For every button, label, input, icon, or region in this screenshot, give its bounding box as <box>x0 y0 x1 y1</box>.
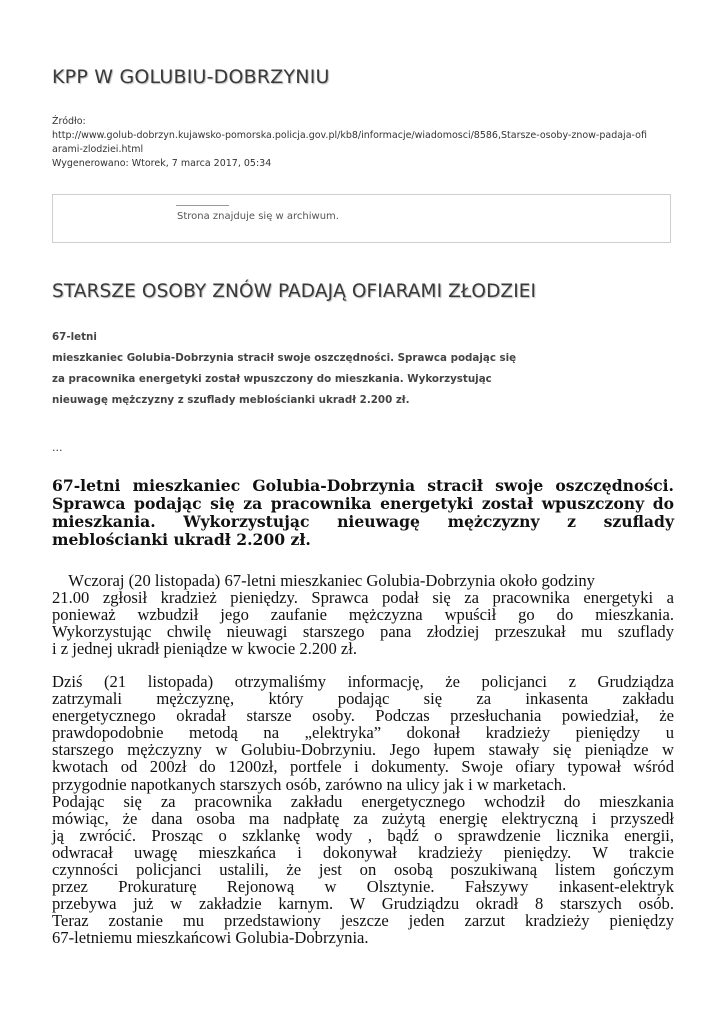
article-headline: STARSZE OSOBY ZNÓW PADAJĄ OFIARAMI ZŁODZIEI <box>52 281 537 302</box>
paragraph-line: przez Prokuraturę Rejonową w Olsztynie. Fałszywy inkasent-elektryk <box>52 877 674 897</box>
paragraph-line: ją zwrócić. Prosząc o szklankę wody , bądź o sprawdzenie licznika energii, <box>52 825 674 845</box>
paragraph-line: starszego mężczyzny w Golubiu-Dobrzyniu. Jego łupem stawały się pieniądze w <box>52 740 674 760</box>
generated-date: Wygenerowano: Wtorek, 7 marca 2017, 05:34 <box>52 158 272 169</box>
paragraph-line: Teraz zostanie mu przedstawiony jeszcze jeden zarzut kradzieży pieniędzy <box>52 911 674 931</box>
source-url-line-1[interactable]: http://www.golub-dobrzyn.kujawsko-pomorska.policja.gov.pl/kb8/informacje/wiadomosci/8586,Starsze-osoby-znow-padaja-ofi <box>52 130 647 141</box>
article-lead-line: mieszkania. Wykorzystując nieuwagę mężczyzny z szuflady <box>52 512 674 531</box>
paragraph-line: mówiąc, że dana osoba ma nadpłatę za zużytą energię elektryczną i przyszedł <box>52 808 674 828</box>
lead-summary <box>52 327 572 411</box>
paragraph-line: i z jednej ukradł pieniądze w kwocie 2.200 zł. <box>52 639 358 659</box>
ellipsis: ... <box>52 441 63 454</box>
paragraph-line: 67-letniemu mieszkańcowi Golubia-Dobrzynia. <box>52 928 369 948</box>
paragraph-line: Podając się za pracownika zakładu energetycznego wchodził do mieszkania <box>52 791 674 811</box>
paragraph-line: energetycznego okradał starsze osoby. Podczas przesłuchania powiedział, że <box>52 706 674 726</box>
paragraph-line: Wczoraj (20 listopada) 67-letni mieszkaniec Golubia-Dobrzynia około godziny <box>52 571 595 590</box>
site-title: KPP W GOLUBIU-DOBRZYNIU <box>52 66 330 88</box>
paragraph-line: 21.00 zgłosił kradzież pieniędzy. Sprawca podał się za pracownika energetyki a <box>52 588 674 608</box>
source-label: Źródło: <box>52 116 86 127</box>
article-paragraph-1 <box>52 572 674 657</box>
article-paragraph-2 <box>52 673 674 947</box>
paragraph-line: odwracał uwagę mieszkańca i dokonywał kradzieży pieniędzy. W trakcie <box>52 842 674 862</box>
paragraph-line: czynności policjanci ustalili, że jest on osobą poszukiwaną listem gończym <box>52 860 674 880</box>
lead-line: 67-letni <box>52 331 97 343</box>
paragraph-line: ponieważ wzbudził jego zaufanie mężczyzna wpuścił go do mieszkania. <box>52 605 674 625</box>
paragraph-line: przygodnie napotkanych starszych osób, zarówno na ulicy jak i w marketach. <box>52 774 567 794</box>
lead-line: nieuwagę mężczyzny z szuflady meblościanki ukradł 2.200 zł. <box>52 394 410 406</box>
lead-line: mieszkaniec Golubia-Dobrzynia stracił swoje oszczędności. Sprawca podając się <box>52 352 517 364</box>
archive-notice-box <box>52 194 671 243</box>
paragraph-line: Wykorzystując chwilę nieuwagi starszego pana złodziej przeszukał mu szuflady <box>52 622 674 642</box>
article-lead-line: Sprawca podając się za pracownika energetyki został wpuszczony do <box>52 494 674 513</box>
paragraph-line: przebywa już w zakładzie karnym. W Grudziądzu okradł 8 starszych osób. <box>52 894 674 914</box>
paragraph-line: prawdopodobnie metodą na „elektryka” dokonał kradzieży pieniędzy u <box>52 723 674 743</box>
source-meta <box>52 115 677 171</box>
paragraph-line: zatrzymali mężczyznę, który podając się za inkasenta zakładu <box>52 689 674 709</box>
paragraph-line: kwotach od 200zł do 1200zł, portfele i dokumenty. Swoje ofiary typował wśród <box>52 757 674 777</box>
lead-line: za pracownika energetyki został wpuszczony do mieszkania. Wykorzystując <box>52 373 492 385</box>
archive-notice-text: Strona znajduje się w archiwum. <box>177 211 339 222</box>
article-lead <box>52 477 674 549</box>
source-url-line-2[interactable]: arami-zlodziei.html <box>52 144 144 155</box>
article-lead-line: meblościanki ukradł 2.200 zł. <box>52 530 311 549</box>
article-lead-line: 67-letni mieszkaniec Golubia-Dobrzynia stracił swoje oszczędności. <box>52 476 674 495</box>
archive-divider <box>176 205 229 206</box>
paragraph-line: Dziś (21 listopada) otrzymaliśmy informację, że policjanci z Grudziądza <box>52 672 674 691</box>
